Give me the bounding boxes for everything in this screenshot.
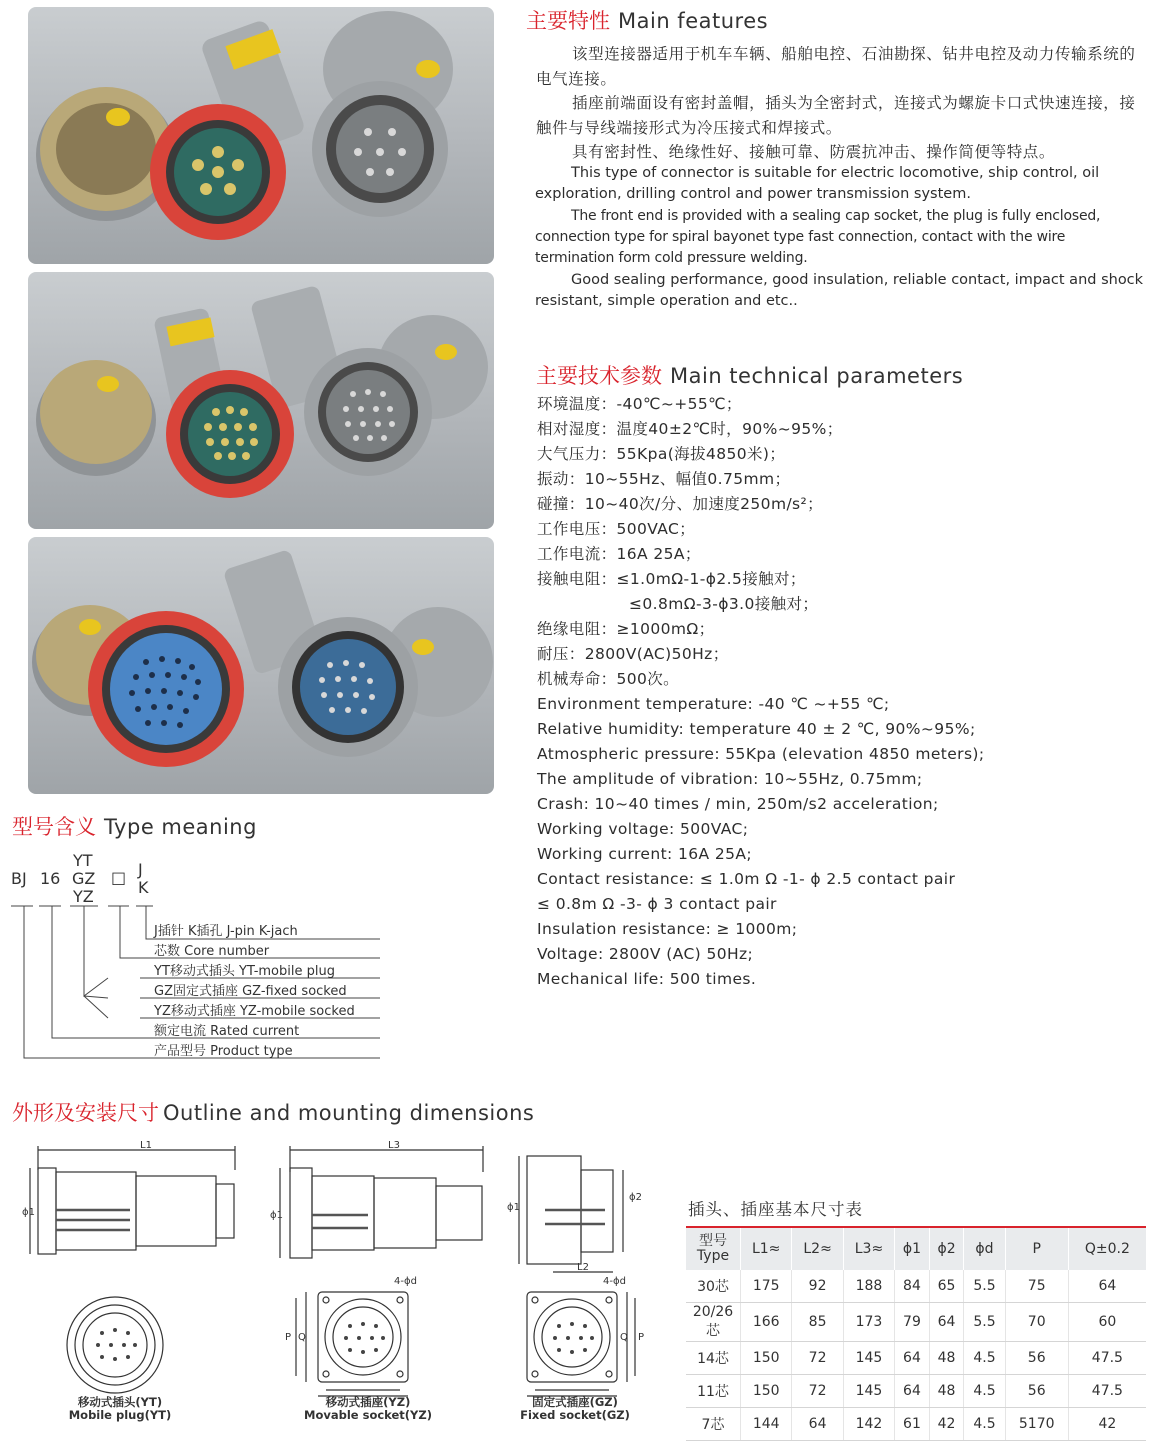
table-cell: 173 [843,1303,894,1342]
params-title-en: Main technical parameters [670,364,964,388]
param-en: Contact resistance: ≤ 1.0m Ω -1- ϕ 2.5 contact pair [537,870,956,888]
drawing-fixed-socket [505,1140,655,1430]
features-heading [526,5,768,35]
type-meaning-line: YZ移动式插座 YZ-mobile socked [154,1004,355,1019]
param-cn: 耐压：2800V(AC)50Hz； [537,645,729,663]
param-en: The amplitude of vibration: 10~55Hz, 0.75mm; [537,770,923,788]
code-gz: GZ [72,869,96,888]
table-cell: 14芯 [686,1342,741,1375]
header-model-en: Type [696,1248,730,1264]
q-label: Q [298,1332,306,1343]
param-en: Working voltage: 500VAC; [537,820,749,838]
param-en: Mechanical life: 500 times. [537,970,757,988]
product-photo-7-core [28,7,494,264]
dims-header: P [1005,1228,1068,1270]
dims-header: ϕd [964,1228,1005,1270]
table-cell: 5170 [1005,1408,1068,1441]
features-paragraph-cn-2: 插座前端面设有密封盖帽，插头为全密封式，连接式为螺旋卡口式快速连接，接触件与导线端接形式为冷压接式和焊接式。 [536,94,1136,137]
code-j: J [138,860,143,879]
dims-header: ϕ2 [929,1228,964,1270]
type-meaning-title-en: Type meaning [104,815,257,839]
dims-header: Q±0.2 [1068,1228,1146,1270]
param-en: ≤ 0.8m Ω -3- ϕ 3 contact pair [537,895,777,913]
param-cn: 机械寿命：500次。 [537,670,680,688]
table-cell: 42 [1068,1408,1146,1441]
dims-header-model [686,1228,741,1270]
param-en: Working current: 16A 25A; [537,845,753,863]
table-cell: 48 [929,1342,964,1375]
q-label: Q [620,1332,628,1343]
table-cell: 188 [843,1270,894,1303]
table-cell: 142 [843,1408,894,1441]
dims-header: L3≈ [843,1228,894,1270]
param-cn: 相对湿度：温度40±2℃时，90%~95%； [537,420,843,438]
table-cell: 75 [1005,1270,1068,1303]
features-title-en: Main features [618,9,769,33]
table-cell: 30芯 [686,1270,741,1303]
params-heading [536,360,963,390]
dims-header: L1≈ [741,1228,792,1270]
dims-table [686,1228,1146,1441]
table-row [686,1408,1146,1441]
param-cn: 绝缘电阻：≥1000mΩ； [537,620,715,638]
drawing-mobile-plug [20,1140,250,1430]
table-cell: 11芯 [686,1375,741,1408]
param-en: Insulation resistance: ≥ 1000m; [537,920,798,938]
product-photo-14-core [28,272,494,529]
table-cell: 144 [741,1408,792,1441]
param-cn: 工作电流：16A 25A； [537,545,701,563]
type-meaning-line: J插针 K插孔 J-pin K-jach [154,924,298,939]
features-title-cn: 主要特性 [526,9,610,33]
table-row [686,1270,1146,1303]
table-cell: 166 [741,1303,792,1342]
params-title-cn: 主要技术参数 [536,364,662,388]
dims-table-title: 插头、插座基本尺寸表 [688,1200,863,1219]
outline-heading [12,1097,534,1127]
code-bj: BJ [11,869,27,888]
table-cell: 145 [843,1342,894,1375]
param-cn: 接触电阻：≤1.0mΩ-1-ϕ2.5接触对； [537,570,806,588]
caption-fixed-socket [515,1396,635,1422]
dim-label-l1: L1 [140,1140,152,1151]
caption-cn: 固定式插座(GZ) [532,1395,618,1409]
code-box: □ [111,868,127,887]
table-cell: 4.5 [964,1408,1005,1441]
param-cn: 碰撞：10~40次/分、加速度250m/s²； [537,495,824,513]
caption-en: Mobile plug(YT) [68,1408,172,1422]
type-meaning-line: YT移动式插头 YT-mobile plug [154,964,335,979]
code-16: 16 [40,869,61,888]
params-list-cn [537,392,985,992]
product-photo-26-core [28,537,494,794]
table-cell: 85 [792,1303,843,1342]
dim-label-phi1: ϕ1 [270,1210,283,1221]
param-cn: 振动：10~55Hz、幅值0.75mm； [537,470,791,488]
table-cell: 56 [1005,1375,1068,1408]
header-model-cn: 型号 [699,1233,727,1249]
param-en: Crash: 10~40 times / min, 250m/s2 acceleration; [537,795,939,813]
param-en: Voltage: 2800V (AC) 50Hz; [537,945,754,963]
table-cell: 64 [792,1408,843,1441]
dim-label-l2: L2 [577,1262,589,1273]
table-cell: 5.5 [964,1303,1005,1342]
movable-socket-outline-svg [268,1140,498,1400]
table-cell: 64 [929,1303,964,1342]
table-cell: 47.5 [1068,1375,1146,1408]
table-cell: 7芯 [686,1408,741,1441]
features-paragraph-en-3: Good sealing performance, good insulation, reliable contact, impact and shock resistant, simple operation and etc.. [535,272,1144,309]
table-cell: 65 [929,1270,964,1303]
table-row [686,1342,1146,1375]
dim-label-phi1: ϕ1 [507,1202,520,1213]
table-cell: 60 [1068,1303,1146,1342]
table-cell: 4.5 [964,1342,1005,1375]
mobile-plug-outline-svg [20,1140,250,1400]
type-meaning-title-cn: 型号含义 [12,815,96,839]
param-en: Environment temperature: -40 ℃ ~+55 ℃; [537,695,890,713]
dims-table-wrap [686,1226,1146,1441]
type-code-diagram [0,850,400,1065]
param-cn: 工作电压：500VAC； [537,520,696,538]
p-label: P [638,1332,645,1343]
table-cell: 84 [895,1270,930,1303]
type-meaning-heading [12,811,257,841]
table-cell: 72 [792,1375,843,1408]
param-cn: 环境温度：-40℃~+55℃； [537,395,742,413]
dims-table-header-row [686,1228,1146,1270]
features-paragraph-en-2: The front end is provided with a sealing cap socket, the plug is fully enclosed, connection type for spiral bayonet type fast connection, contact with the wire termination form cold pressure welding. [535,208,1101,266]
type-meaning-line: 产品型号 Product type [154,1044,293,1059]
features-paragraph-cn-3: 具有密封性、绝缘性好、接触可靠、防震抗冲击、操作简便等特点。 [572,143,1056,161]
caption-movable-socket [298,1396,438,1422]
table-cell: 79 [895,1303,930,1342]
dim-label-phi2: ϕ2 [629,1192,642,1203]
code-yt: YT [73,851,93,870]
table-cell: 64 [895,1375,930,1408]
dim-label-l3: L3 [388,1140,400,1151]
table-cell: 4.5 [964,1375,1005,1408]
table-cell: 64 [895,1342,930,1375]
table-cell: 5.5 [964,1270,1005,1303]
code-yz: YZ [73,887,94,906]
caption-cn: 移动式插座(YZ) [325,1395,411,1409]
param-cn: 大气压力：55Kpa(海拔4850米)； [537,445,786,463]
drawing-movable-socket [268,1140,498,1430]
type-meaning-line: 额定电流 Rated current [154,1024,300,1039]
param-en: Relative humidity: temperature 40 ± 2 ℃, 90%~95%; [537,720,976,738]
table-cell: 48 [929,1375,964,1408]
table-cell: 47.5 [1068,1342,1146,1375]
features-paragraph-en-1: This type of connector is suitable for electric locomotive, ship control, oil exploration, drilling control and power transmission system. [535,165,1100,202]
table-cell: 20/26芯 [686,1303,741,1342]
table-cell: 92 [792,1270,843,1303]
table-cell: 150 [741,1342,792,1375]
caption-cn: 移动式插头(YT) [77,1395,163,1409]
table-cell: 64 [1068,1270,1146,1303]
p-label: P [285,1332,292,1343]
code-k: K [138,878,149,897]
table-cell: 61 [895,1408,930,1441]
caption-en: Fixed socket(GZ) [520,1408,630,1422]
type-meaning-line: GZ固定式插座 GZ-fixed socked [154,984,347,999]
param-en: Atmospheric pressure: 55Kpa (elevation 4850 meters); [537,745,985,763]
fixed-socket-outline-svg [505,1140,655,1400]
table-row [686,1303,1146,1342]
param-cn: ≤0.8mΩ-3-ϕ3.0接触对； [629,595,819,613]
caption-en: Movable socket(YZ) [304,1408,432,1422]
table-row [686,1375,1146,1408]
dim-label-phi1: ϕ1 [22,1207,35,1218]
table-cell: 42 [929,1408,964,1441]
type-meaning-line: 芯数 Core number [154,944,270,959]
table-cell: 72 [792,1342,843,1375]
table-cell: 150 [741,1375,792,1408]
dims-header: L2≈ [792,1228,843,1270]
hole-label: 4-ϕd [394,1276,417,1287]
table-cell: 175 [741,1270,792,1303]
table-cell: 145 [843,1375,894,1408]
features-paragraph-cn-1: 该型连接器适用于机车车辆、船舶电控、石油勘探、钻井电控及动力传输系统的电气连接。 [536,45,1136,88]
hole-label: 4-ϕd [603,1276,626,1287]
table-cell: 56 [1005,1342,1068,1375]
dims-header: ϕ1 [895,1228,930,1270]
outline-title-cn: 外形及安装尺寸 [12,1101,159,1125]
table-cell: 70 [1005,1303,1068,1342]
outline-title-en: Outline and mounting dimensions [163,1101,535,1125]
caption-mobile-plug [60,1396,180,1422]
